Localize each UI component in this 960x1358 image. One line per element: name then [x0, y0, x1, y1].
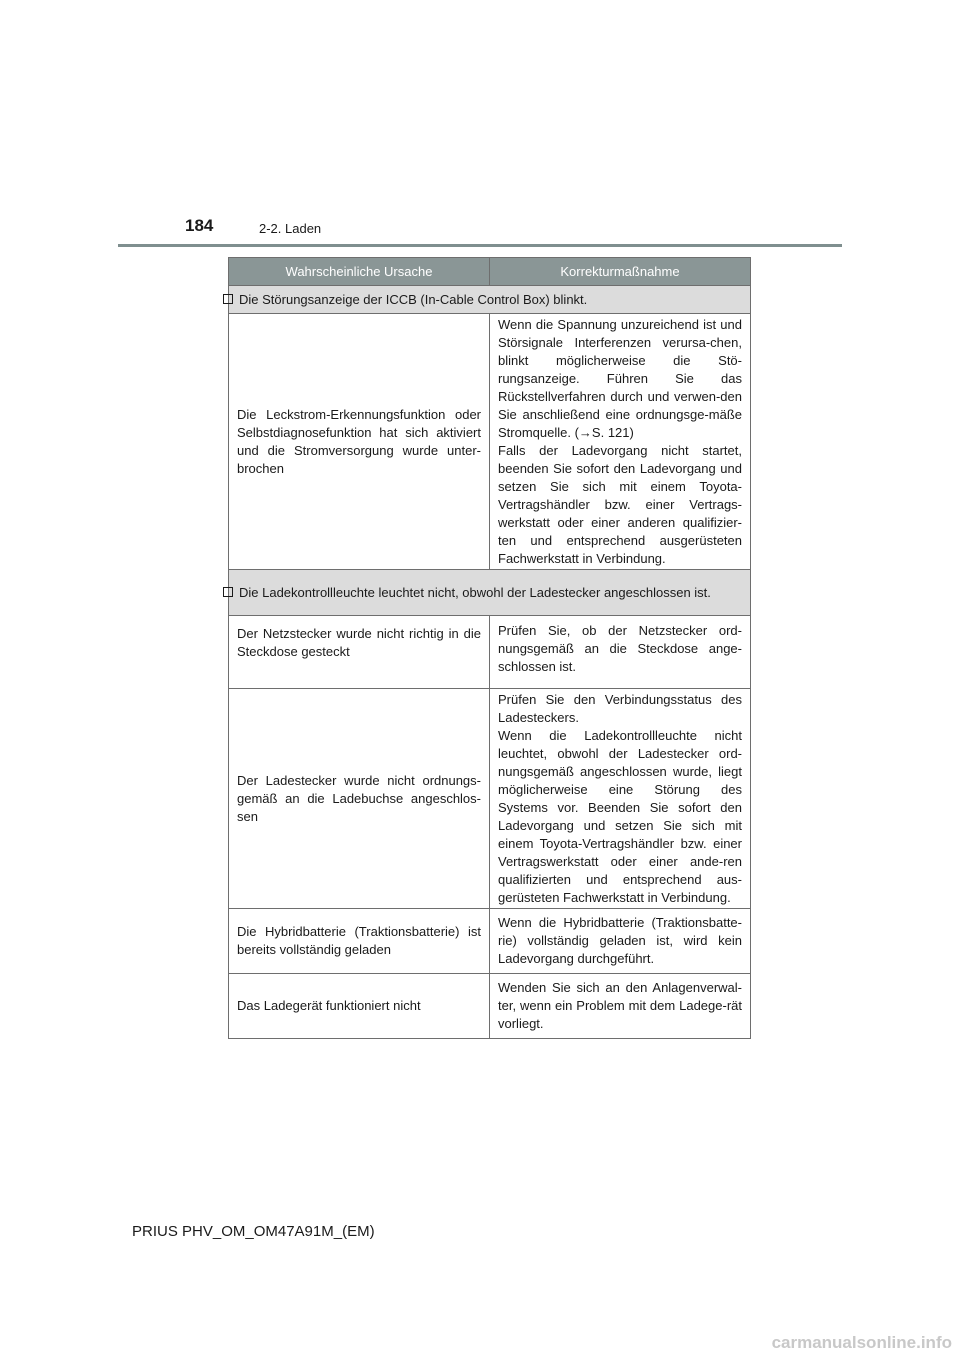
group-row: [229, 286, 751, 314]
page-number: 184: [185, 216, 214, 235]
table-row: [229, 909, 751, 974]
cause-cell: Die Hybridbatterie (Traktionsbatterie) ist bereits vollständig geladen: [229, 909, 490, 974]
table-header-row: [229, 258, 751, 286]
action-text: Prüfen Sie, ob der Netzstecker ord-nungsgemäß an die Steckdose ange-schlossen ist.: [498, 623, 742, 674]
action-cell: [490, 616, 751, 689]
group-title: Die Ladekontrollleuchte leuchtet nicht, obwohl der Ladestecker angeschlossen ist.: [239, 584, 711, 600]
cause-cell: Der Ladestecker wurde nicht ordnungs-gemäß an die Ladebuchse angeschlos-sen: [229, 689, 490, 909]
column-header-cause: Wahrscheinliche Ursache: [229, 258, 490, 286]
section-title: 2-2. Laden: [259, 221, 322, 236]
cause-cell: Die Leckstrom-Erkennungsfunktion oder Selbstdiagnosefunktion hat sich aktiviert und die Stromversorgung wurde unter-brochen: [229, 314, 490, 570]
action-text: Wenn die Spannung unzureichend ist und Störsignale Interferenzen verursa-chen, blinkt möglicherweise die Stö-rungsanzeige. Führen Sie das Rückstellverfahren durch und verwen-den Sie anschließend eine ordnungsge-mäße Stromquelle. (→S. 121) Falls der Ladevorgang nicht startet, beenden Sie sofort den Ladevorgang und setzen Sie sich mit einem Toyota-Vertragshändler bzw. einer Vertrags-werkstatt oder einer anderen qualifizier-ten und entsprechend ausgerüsteten Fachwerkstatt in Verbindung.: [498, 316, 742, 566]
group-title: Die Störungsanzeige der ICCB (In-Cable Control Box) blinkt.: [239, 291, 588, 307]
action-cell: [490, 689, 751, 909]
table-row: [229, 974, 751, 1039]
action-cell: [490, 314, 751, 570]
group-row: [229, 570, 751, 616]
action-text: Wenden Sie sich an den Anlagenverwal-ter, wenn ein Problem mit dem Ladege-rät vorliegt.: [498, 980, 742, 1031]
model-code-footer: PRIUS PHV_OM_OM47A91M_(EM): [132, 1223, 375, 1240]
action-text: Wenn die Hybridbatterie (Traktionsbatte-rie) vollständig geladen ist, wird kein Ladevorgang durchgeführt.: [498, 915, 742, 966]
table-row: [229, 314, 751, 570]
action-cell: [490, 909, 751, 974]
action-text: Prüfen Sie den Verbindungsstatus des Ladesteckers. Wenn die Ladekontrollleuchte nicht leuchtet, obwohl der Ladestecker ord-nungsgemäß angeschlossen wurde, liegt möglicherweise eine Störung des Systems vor. Beenden Sie sofort den Ladevorgang und setzen Sie sich mit einem Toyota-Vertragshändler bzw. einer Vertragswerkstatt oder einer ande-ren qualifizierten und entsprechend aus-gerüsteten Fachwerkstatt in Verbindung.: [498, 691, 742, 905]
group-title-cell: [229, 286, 751, 314]
group-title-cell: [229, 570, 751, 616]
table-row: [229, 616, 751, 689]
cause-cell: Der Netzstecker wurde nicht richtig in die Steckdose gesteckt: [229, 616, 490, 689]
cause-cell: Das Ladegerät funktioniert nicht: [229, 974, 490, 1039]
checkbox-square-icon: [223, 587, 233, 597]
table-row: [229, 689, 751, 909]
checkbox-square-icon: [223, 294, 233, 304]
action-cell: [490, 974, 751, 1039]
header-rule: [118, 244, 842, 247]
troubleshooting-table: [228, 257, 751, 1039]
watermark: carmanualsonline.info: [771, 1333, 952, 1352]
column-header-action: Korrekturmaßnahme: [490, 258, 751, 286]
